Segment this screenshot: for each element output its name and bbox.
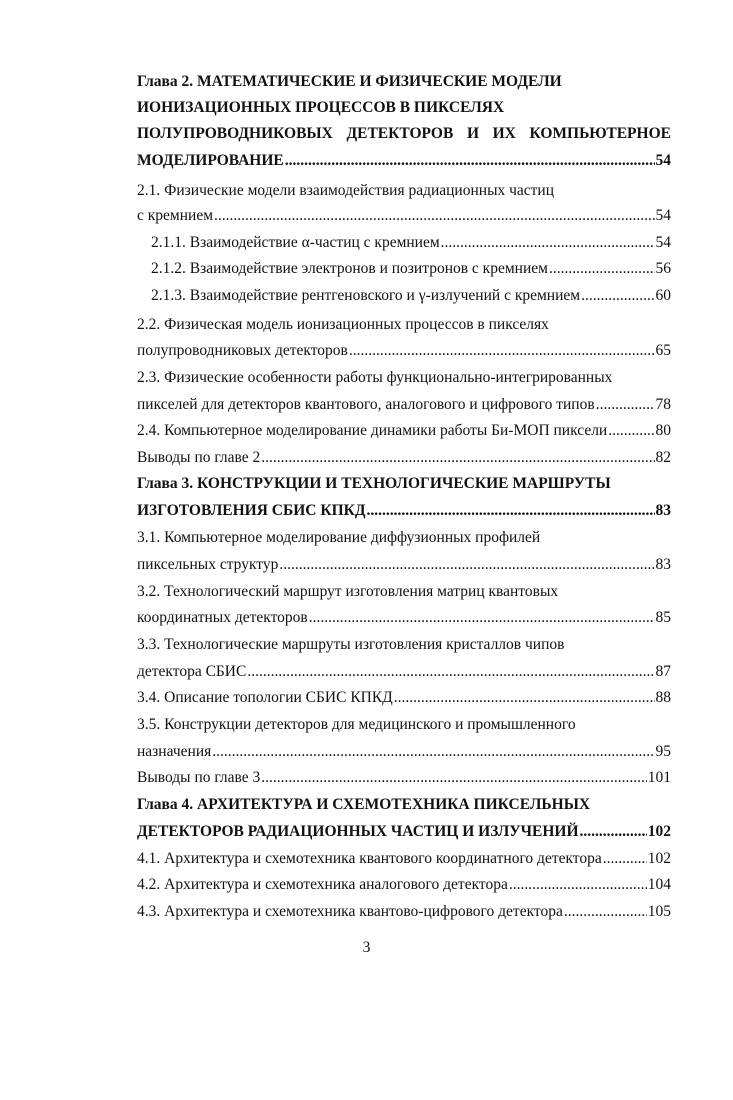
toc-entry-conclusions-2[interactable]: Выводы по главе 2 ..... 82 — [137, 448, 671, 468]
toc-entry-chapter-4[interactable]: ДЕТЕКТОРОВ РАДИАЦИОННЫХ ЧАСТИЦ И ИЗЛУЧЕНИЙ ..... 102 — [137, 822, 671, 842]
page-ref: 65 — [655, 342, 671, 359]
toc-entry-3-3-line-1: 3.3. Технологические маршруты изготовления кристаллов чипов — [137, 636, 565, 653]
page-ref: 83 — [655, 502, 671, 519]
toc-entry-2-2-line-1: 2.2. Физическая модель ионизационных процессов в пикселях — [137, 316, 549, 333]
toc-entry-2-3[interactable]: пикселей для детекторов квантового, аналогового и цифрового типов ..... 78 — [137, 395, 671, 415]
page-ref: 105 — [647, 903, 671, 920]
page-ref: 102 — [647, 850, 671, 867]
page-ref: 78 — [655, 396, 671, 413]
page-number: 3 — [362, 939, 371, 956]
toc-entry-3-3[interactable]: детектора СБИС ..... 87 — [137, 662, 671, 682]
toc-entry-3-5-line-1: 3.5. Конструкции детекторов для медицинского и промышленного — [137, 716, 576, 733]
toc-entry-2-4[interactable]: 2.4. Компьютерное моделирование динамики работы Би-МОП пиксели ..... 80 — [137, 421, 671, 441]
page-ref: 80 — [655, 422, 671, 439]
toc-entry-2-1[interactable]: с кремнием ..... 54 — [137, 206, 671, 226]
chapter-3-heading-line-1: Глава 3. КОНСТРУКЦИИ И ТЕХНОЛОГИЧЕСКИЕ МАРШРУТЫ — [137, 475, 611, 492]
page-ref: 82 — [655, 449, 671, 466]
page-ref: 87 — [655, 663, 671, 680]
toc-entry-2-1-3[interactable]: 2.1.3. Взаимодействие рентгеновского и γ-излучений с кремнием ..... 60 — [151, 286, 671, 306]
toc-entry-2-1-1[interactable]: 2.1.1. Взаимодействие α-частиц с кремнием ..... 54 — [151, 233, 671, 253]
chapter-2-heading-line-1: Глава 2. МАТЕМАТИЧЕСКИЕ И ФИЗИЧЕСКИЕ МОДЕЛИ — [137, 73, 562, 90]
toc-entry-2-1-line-1: 2.1. Физические модели взаимодействия радиационных частиц — [137, 182, 555, 199]
page-ref: 54 — [655, 207, 671, 224]
page-ref: 54 — [655, 152, 671, 169]
page-ref: 88 — [655, 689, 671, 706]
page-ref: 95 — [655, 743, 671, 760]
chapter-2-heading-line-3: ПОЛУПРОВОДНИКОВЫХ ДЕТЕКТОРОВ И ИХ КОМПЬЮТЕРНОЕ — [137, 125, 671, 142]
page-ref: 85 — [655, 609, 671, 626]
toc-entry-3-1[interactable]: пиксельных структур ..... 83 — [137, 555, 671, 575]
toc-entry-3-5[interactable]: назначения ..... 95 — [137, 742, 671, 762]
page-ref: 102 — [647, 823, 671, 840]
page-ref: 101 — [647, 769, 671, 786]
toc-entry-4-1[interactable]: 4.1. Архитектура и схемотехника квантового координатного детектора ..... 102 — [137, 849, 671, 869]
toc-entry-2-1-2[interactable]: 2.1.2. Взаимодействие электронов и позитронов с кремнием ..... 56 — [151, 259, 671, 279]
page-ref: 56 — [655, 260, 671, 277]
toc-entry-3-2[interactable]: координатных детекторов ..... 85 — [137, 608, 671, 628]
toc-entry-4-2[interactable]: 4.2. Архитектура и схемотехника аналогового детектора ..... 104 — [137, 875, 671, 895]
toc-entry-3-4[interactable]: 3.4. Описание топологии СБИС КПКД ..... 88 — [137, 688, 671, 708]
toc-entry-4-3[interactable]: 4.3. Архитектура и схемотехника квантово-цифрового детектора ..... 105 — [137, 902, 671, 922]
toc-entry-3-1-line-1: 3.1. Компьютерное моделирование диффузионных профилей — [137, 529, 541, 546]
chapter-2-heading-line-2: ИОНИЗАЦИОННЫХ ПРОЦЕССОВ В ПИКСЕЛЯХ — [137, 99, 505, 116]
toc-entry-chapter-2[interactable]: МОДЕЛИРОВАНИЕ ..... 54 — [137, 151, 671, 171]
page-ref: 54 — [655, 234, 671, 251]
toc-entry-2-3-line-1: 2.3. Физические особенности работы функционально-интегрированных — [137, 369, 613, 386]
chapter-4-heading-line-1: Глава 4. АРХИТЕКТУРА И СХЕМОТЕХНИКА ПИКСЕЛЬНЫХ — [137, 796, 591, 813]
toc-entry-chapter-3[interactable]: ИЗГОТОВЛЕНИЯ СБИС КПКД ..... 83 — [137, 501, 671, 521]
page-ref: 60 — [655, 287, 671, 304]
toc-entry-conclusions-3[interactable]: Выводы по главе 3 ..... 101 — [137, 768, 671, 788]
toc-entry-3-2-line-1: 3.2. Технологический маршрут изготовления матриц квантовых — [137, 583, 559, 600]
page-ref: 104 — [647, 876, 671, 893]
toc-entry-2-2[interactable]: полупроводниковых детекторов ..... 65 — [137, 341, 671, 361]
page-ref: 83 — [655, 556, 671, 573]
